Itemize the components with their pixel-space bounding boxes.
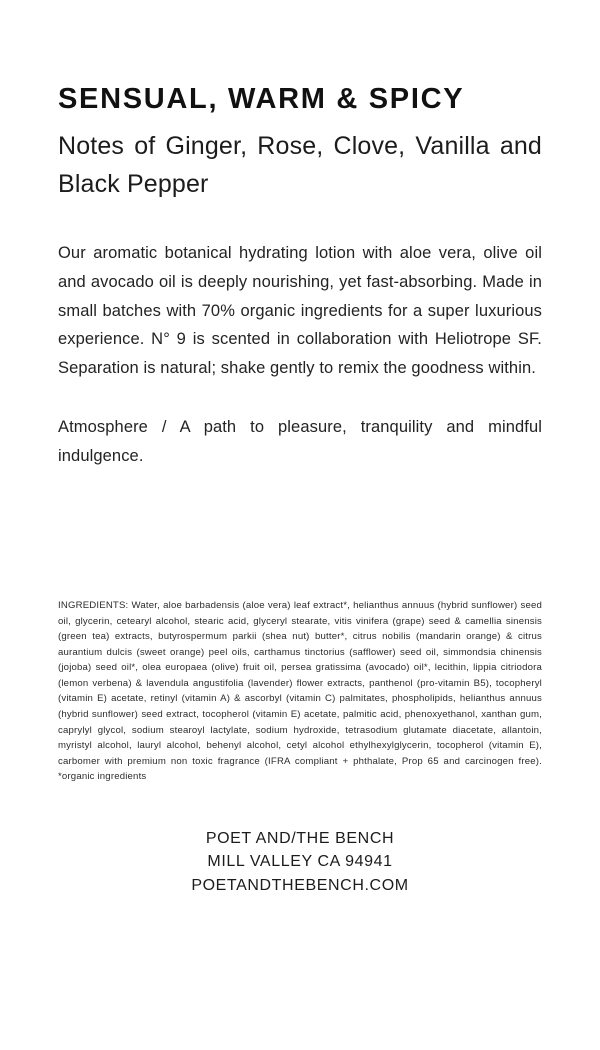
footer-block — [58, 827, 542, 898]
ingredients-list-text: Water, aloe barbadensis (aloe vera) leaf extract*, helianthus annuus (hybrid sunflower) seed oil, glycerin, cetearyl alcohol, stearic acid, glyceryl stearate, vitis vinifera (grape) seed & camellia sinensis (green tea) extracts, butyrospermum parkii (shea nut) butter*, citrus nobilis (mandarin orange) & citrus aurantium dulcis (sweet orange) peel oils, carthamus tinctorius (safflower) seed oil, simmondsia chinensis (jojoba) seed oil*, olea europaea (olive) fruit oil, persea gratissima (avocado) oil*, lecithin, lippia citriodora (lemon verbena) & lavendula angustifolia (lavender) flower extracts, panthenol (pro-vitamin B5), tocopheryl (vitamin E) acetate, retinyl (vitamin A) & ascorbyl (vitamin C) palmitates, phospholipids, helianthus annuus (hybrid sunflower) seed extract, tocopherol (vitamin E) acetate, palmitic acid, phenoxyethanol, xanthan gum, caprylyl glycol, sodium stearoyl lactylate, sodium hydroxide, tetrasodium glutamate diacetate, allantoin, myristyl alcohol, lauryl alcohol, behenyl alcohol, cetyl alcohol ethylhexylglycerin, tocopherol (vitamin E), carbomer with premium non toxic fragrance (IFRA compliant + phthalate, Prop 65 and carcinogen free). *organic ingredients — [58, 600, 542, 783]
ingredients-block — [58, 598, 542, 784]
ingredients-text — [58, 598, 542, 784]
footer-website[interactable]: POETANDTHEBENCH.COM — [191, 877, 409, 895]
description-block — [58, 239, 542, 470]
page-title: SENSUAL, WARM & SPICY — [58, 83, 465, 115]
atmosphere-paragraph: Atmosphere / A path to pleasure, tranquility and mindful indulgence. — [58, 417, 542, 465]
scent-notes-subtitle: Notes of Ginger, Rose, Clove, Vanilla and Black Pepper — [58, 132, 542, 199]
heading-block — [58, 0, 542, 203]
ingredients-heading-label: INGREDIENTS: — [58, 600, 129, 612]
footer-location: MILL VALLEY CA 94941 — [207, 853, 393, 871]
footer-brand-name: POET AND/THE BENCH — [205, 829, 395, 847]
product-description-paragraph: Our aromatic botanical hydrating lotion with aloe vera, olive oil and avocado oil is deeply nourishing, yet fast-absorbing. Made in small batches with 70% organic ingredients for a super luxurious experience. N° 9 is scented in collaboration with Heliotrope SF. Separation is natural; shake gently to remix the goodness within. — [58, 244, 542, 378]
